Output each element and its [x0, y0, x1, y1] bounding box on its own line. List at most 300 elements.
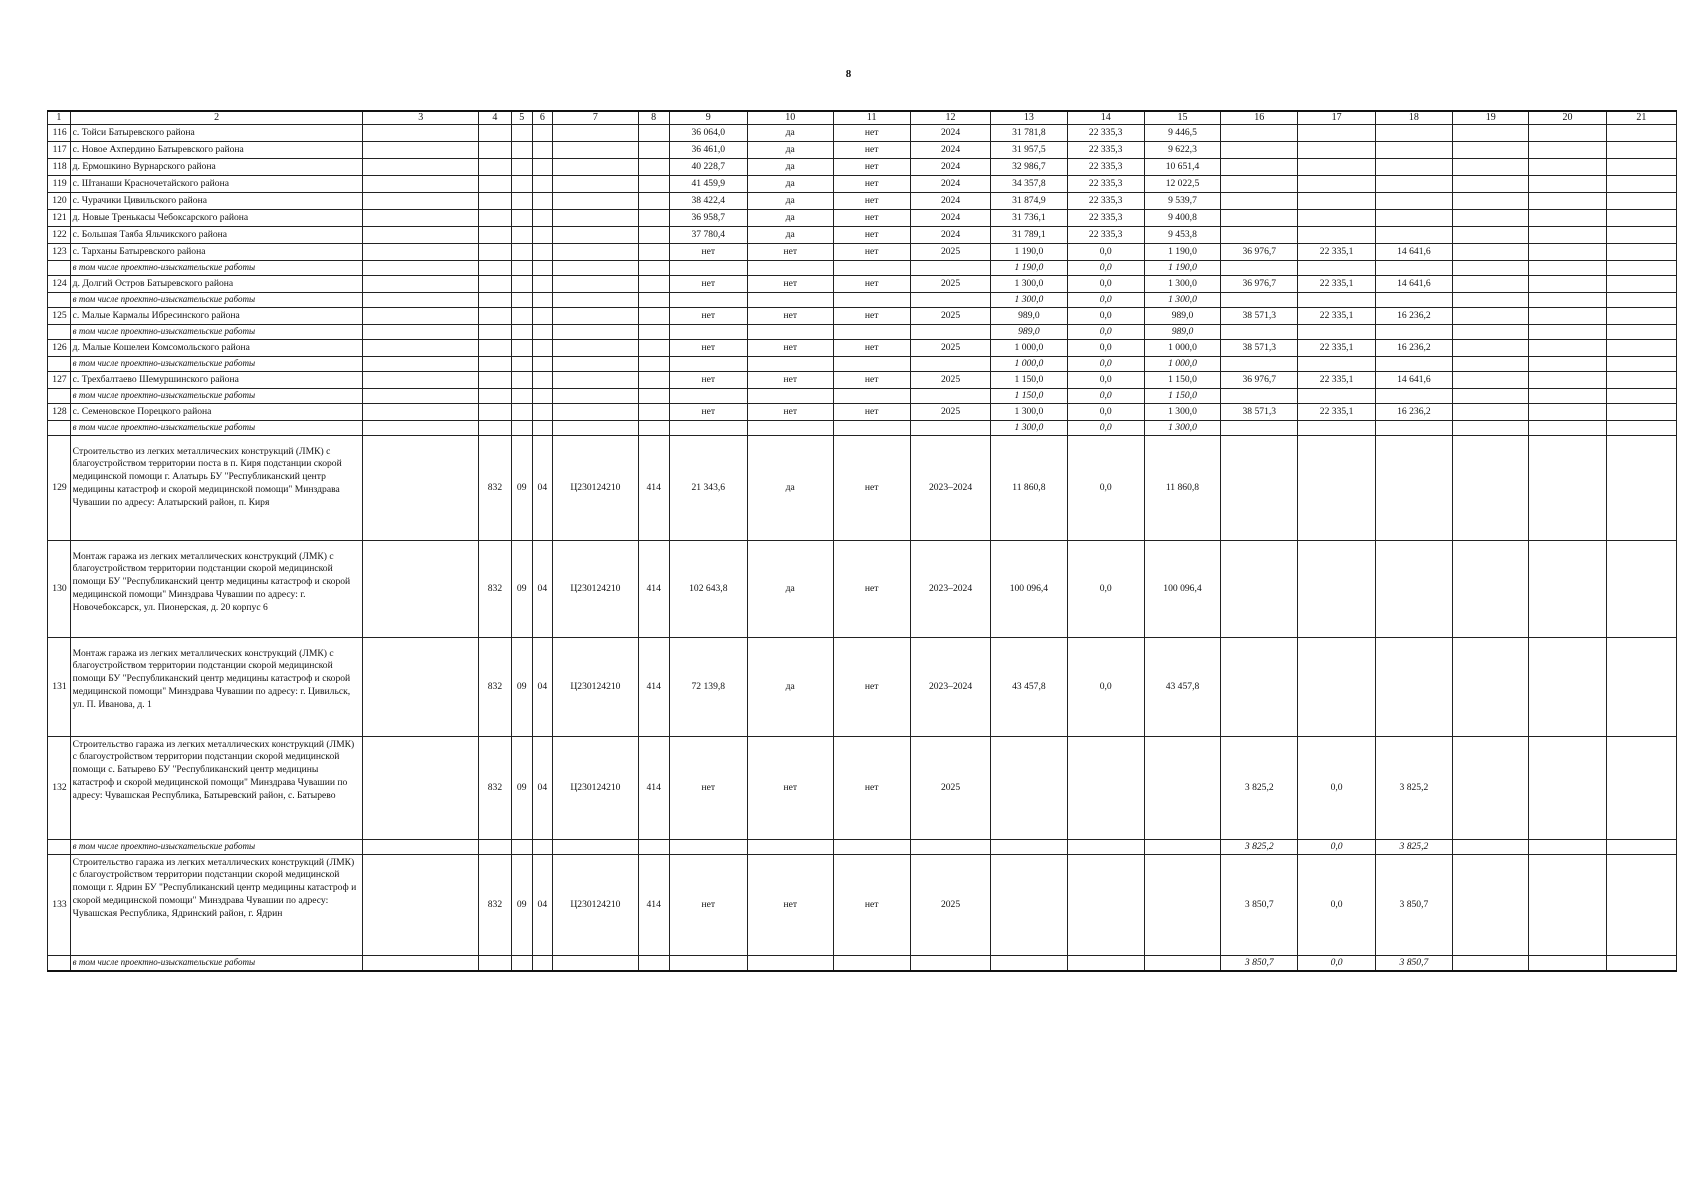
cell-c5	[511, 339, 532, 356]
sub-cell-empty	[1529, 324, 1606, 339]
cell-c8	[638, 209, 669, 226]
sub-cell-empty	[1067, 839, 1144, 854]
sub-cell-empty	[1453, 356, 1529, 371]
sub-cell-empty	[669, 260, 747, 275]
cell-c14	[1067, 854, 1144, 955]
cell-c14: 0,0	[1067, 403, 1144, 420]
cell-c9: нет	[669, 371, 747, 388]
cell-c16	[1221, 124, 1298, 141]
header-row	[48, 111, 1677, 124]
cell-c14: 0,0	[1067, 307, 1144, 324]
sub-cell-empty	[910, 324, 990, 339]
cell-c14: 0,0	[1067, 435, 1144, 540]
sub-cell-empty	[747, 292, 833, 307]
cell-c9: нет	[669, 275, 747, 292]
cell-c8: 414	[638, 637, 669, 736]
cell-c21	[1606, 175, 1676, 192]
cell-c11: нет	[833, 141, 910, 158]
header-cell: 18	[1375, 111, 1452, 124]
cell-c17	[1298, 124, 1375, 141]
sub-cell-empty	[638, 260, 669, 275]
cell-c15: 1 190,0	[1144, 243, 1220, 260]
sub-cell-empty	[478, 324, 511, 339]
cell-c18: 16 236,2	[1375, 339, 1452, 356]
sub-row	[48, 420, 1677, 435]
cell-c12: 2023–2024	[910, 435, 990, 540]
sub-cell-empty	[532, 420, 553, 435]
cell-c3	[363, 736, 478, 839]
cell-c17: 0,0	[1298, 854, 1375, 955]
cell-c11: нет	[833, 736, 910, 839]
cell-c4	[478, 339, 511, 356]
cell-c20	[1529, 175, 1606, 192]
table-row	[48, 226, 1677, 243]
sub-cell-c14: 0,0	[1067, 388, 1144, 403]
sub-cell-c16: 3 850,7	[1221, 955, 1298, 971]
sub-cell-empty	[532, 292, 553, 307]
sub-cell-empty	[363, 955, 478, 971]
sub-cell-c14: 0,0	[1067, 356, 1144, 371]
cell-c16	[1221, 637, 1298, 736]
cell-c12: 2023–2024	[910, 637, 990, 736]
cell-c13: 31 789,1	[991, 226, 1067, 243]
sub-cell-empty	[1067, 955, 1144, 971]
cell-c14: 22 335,3	[1067, 175, 1144, 192]
cell-n: 118	[48, 158, 71, 175]
cell-c4: 832	[478, 435, 511, 540]
table-row-large	[48, 637, 1677, 736]
sub-cell-empty	[833, 420, 910, 435]
cell-c9: 37 780,4	[669, 226, 747, 243]
cell-c3	[363, 175, 478, 192]
cell-c3	[363, 403, 478, 420]
sub-cell-empty	[48, 356, 71, 371]
sub-cell-empty	[478, 260, 511, 275]
cell-c21	[1606, 307, 1676, 324]
sub-cell-empty	[1221, 420, 1298, 435]
cell-c15: 9 453,8	[1144, 226, 1220, 243]
cell-c3	[363, 637, 478, 736]
cell-n: 133	[48, 854, 71, 955]
cell-c15: 1 300,0	[1144, 403, 1220, 420]
sub-cell-empty	[532, 324, 553, 339]
cell-c13	[991, 854, 1067, 955]
cell-c4	[478, 192, 511, 209]
cell-c14: 22 335,3	[1067, 158, 1144, 175]
cell-c5: 09	[511, 540, 532, 637]
cell-c15	[1144, 854, 1220, 955]
cell-c4: 832	[478, 854, 511, 955]
sub-cell-empty	[511, 260, 532, 275]
cell-c8: 414	[638, 435, 669, 540]
cell-c11: нет	[833, 209, 910, 226]
cell-c21	[1606, 637, 1676, 736]
sub-cell-empty	[1298, 388, 1375, 403]
cell-c11: нет	[833, 192, 910, 209]
cell-c11: нет	[833, 124, 910, 141]
header-cell: 5	[511, 111, 532, 124]
cell-c7: Ц230124210	[553, 540, 639, 637]
cell-c15: 9 622,3	[1144, 141, 1220, 158]
cell-c13: 1 190,0	[991, 243, 1067, 260]
cell-c3	[363, 339, 478, 356]
table-row	[48, 141, 1677, 158]
cell-c12: 2025	[910, 736, 990, 839]
sub-cell-empty	[553, 324, 639, 339]
cell-c15: 11 860,8	[1144, 435, 1220, 540]
sub-cell-empty	[669, 292, 747, 307]
sub-cell-empty	[833, 356, 910, 371]
cell-c9: 102 643,8	[669, 540, 747, 637]
cell-c8	[638, 226, 669, 243]
cell-c20	[1529, 435, 1606, 540]
sub-cell-c13: 1 190,0	[991, 260, 1067, 275]
cell-c6	[532, 339, 553, 356]
sub-label: в том числе проектно-изыскательские работы	[70, 388, 363, 403]
cell-c5: 09	[511, 435, 532, 540]
cell-c19	[1453, 435, 1529, 540]
sub-label: в том числе проектно-изыскательские работы	[70, 324, 363, 339]
sub-cell-c18: 3 850,7	[1375, 955, 1452, 971]
sub-cell-empty	[1606, 388, 1676, 403]
cell-c4	[478, 403, 511, 420]
cell-c11: нет	[833, 307, 910, 324]
sub-cell-empty	[532, 839, 553, 854]
sub-cell-c13: 1 150,0	[991, 388, 1067, 403]
cell-c9: 40 228,7	[669, 158, 747, 175]
cell-n: 127	[48, 371, 71, 388]
sub-cell-empty	[1298, 420, 1375, 435]
cell-c17	[1298, 141, 1375, 158]
cell-c18	[1375, 637, 1452, 736]
cell-name: с. Большая Таяба Яльчикского района	[70, 226, 363, 243]
sub-cell-empty	[363, 292, 478, 307]
header-cell: 15	[1144, 111, 1220, 124]
sub-cell-empty	[1529, 260, 1606, 275]
cell-c6	[532, 175, 553, 192]
cell-c9: 36 958,7	[669, 209, 747, 226]
sub-cell-empty	[833, 260, 910, 275]
cell-c19	[1453, 209, 1529, 226]
cell-c8	[638, 371, 669, 388]
cell-c6	[532, 158, 553, 175]
cell-c4	[478, 141, 511, 158]
sub-cell-empty	[1144, 839, 1220, 854]
sub-cell-empty	[1453, 839, 1529, 854]
header-cell: 13	[991, 111, 1067, 124]
cell-c8	[638, 243, 669, 260]
sub-cell-c17: 0,0	[1298, 839, 1375, 854]
cell-n: 119	[48, 175, 71, 192]
header-cell: 17	[1298, 111, 1375, 124]
cell-c18	[1375, 124, 1452, 141]
cell-name: Монтаж гаража из легких металлических конструкций (ЛМК) с благоустройством территории подстанции скорой медицинской помощи БУ "Республиканский центр медицины катастроф и скорой медицинской помощи" Минздрава Чувашии по адресу: г. Цивильск, ул. П. Иванова, д. 1	[70, 637, 363, 736]
sub-cell-empty	[478, 955, 511, 971]
cell-c20	[1529, 736, 1606, 839]
cell-c20	[1529, 141, 1606, 158]
sub-cell-empty	[48, 324, 71, 339]
sub-cell-empty	[1453, 955, 1529, 971]
cell-c19	[1453, 637, 1529, 736]
cell-c10: да	[747, 226, 833, 243]
cell-c5	[511, 158, 532, 175]
cell-c14: 22 335,3	[1067, 192, 1144, 209]
cell-c17	[1298, 637, 1375, 736]
cell-c11: нет	[833, 637, 910, 736]
table-row	[48, 209, 1677, 226]
cell-name: д. Ермошкино Вурнарского района	[70, 158, 363, 175]
sub-cell-empty	[910, 839, 990, 854]
cell-c3	[363, 540, 478, 637]
cell-c13	[991, 736, 1067, 839]
cell-c5	[511, 275, 532, 292]
cell-c19	[1453, 158, 1529, 175]
sub-label: в том числе проектно-изыскательские работы	[70, 955, 363, 971]
sub-cell-empty	[1453, 324, 1529, 339]
sub-cell-empty	[511, 292, 532, 307]
cell-c3	[363, 371, 478, 388]
cell-c16: 38 571,3	[1221, 403, 1298, 420]
sub-cell-empty	[48, 839, 71, 854]
header-cell: 20	[1529, 111, 1606, 124]
sub-cell-empty	[910, 420, 990, 435]
sub-cell-empty	[532, 356, 553, 371]
cell-c20	[1529, 854, 1606, 955]
cell-c13: 43 457,8	[991, 637, 1067, 736]
cell-c20	[1529, 243, 1606, 260]
sub-cell-empty	[1606, 324, 1676, 339]
cell-c14: 0,0	[1067, 275, 1144, 292]
sub-cell-empty	[532, 260, 553, 275]
sub-cell-empty	[638, 356, 669, 371]
sub-cell-empty	[638, 324, 669, 339]
cell-c7: Ц230124210	[553, 435, 639, 540]
cell-c18: 14 641,6	[1375, 243, 1452, 260]
sub-cell-empty	[553, 420, 639, 435]
cell-c4	[478, 226, 511, 243]
sub-cell-empty	[553, 839, 639, 854]
sub-cell-empty	[363, 324, 478, 339]
cell-c17	[1298, 540, 1375, 637]
cell-c8	[638, 275, 669, 292]
sub-row	[48, 388, 1677, 403]
sub-cell-empty	[1529, 388, 1606, 403]
sub-cell-empty	[511, 955, 532, 971]
cell-c21	[1606, 141, 1676, 158]
cell-c5: 09	[511, 854, 532, 955]
cell-c11: нет	[833, 339, 910, 356]
sub-cell-empty	[511, 839, 532, 854]
cell-name: с. Тойси Батыревского района	[70, 124, 363, 141]
cell-c17: 22 335,1	[1298, 339, 1375, 356]
cell-c14: 0,0	[1067, 339, 1144, 356]
cell-c18	[1375, 435, 1452, 540]
sub-cell-empty	[833, 292, 910, 307]
cell-c6	[532, 141, 553, 158]
cell-c6	[532, 307, 553, 324]
cell-c3	[363, 435, 478, 540]
cell-c16	[1221, 192, 1298, 209]
cell-c7	[553, 158, 639, 175]
table-row-large	[48, 736, 1677, 839]
cell-c10: нет	[747, 339, 833, 356]
sub-cell-empty	[1529, 356, 1606, 371]
sub-cell-empty	[363, 260, 478, 275]
sub-cell-empty	[747, 356, 833, 371]
cell-c20	[1529, 637, 1606, 736]
sub-cell-empty	[910, 955, 990, 971]
cell-c19	[1453, 275, 1529, 292]
sub-cell-empty	[638, 292, 669, 307]
sub-cell-empty	[478, 420, 511, 435]
cell-c7	[553, 192, 639, 209]
cell-c6	[532, 243, 553, 260]
cell-c3	[363, 275, 478, 292]
cell-c5	[511, 141, 532, 158]
cell-c15: 9 539,7	[1144, 192, 1220, 209]
sub-cell-c13: 1 000,0	[991, 356, 1067, 371]
sub-cell-c15: 1 190,0	[1144, 260, 1220, 275]
header-cell: 12	[910, 111, 990, 124]
header-cell: 10	[747, 111, 833, 124]
cell-c5	[511, 175, 532, 192]
cell-c20	[1529, 339, 1606, 356]
cell-name: с. Семеновское Порецкого района	[70, 403, 363, 420]
cell-c12: 2025	[910, 275, 990, 292]
sub-cell-empty	[48, 420, 71, 435]
table-row	[48, 275, 1677, 292]
sub-cell-empty	[747, 324, 833, 339]
sub-cell-empty	[1221, 388, 1298, 403]
cell-c10: нет	[747, 307, 833, 324]
cell-c16: 3 825,2	[1221, 736, 1298, 839]
cell-c19	[1453, 243, 1529, 260]
cell-c20	[1529, 124, 1606, 141]
cell-c12: 2024	[910, 209, 990, 226]
cell-c16: 36 976,7	[1221, 275, 1298, 292]
cell-name: с. Чурачики Цивильского района	[70, 192, 363, 209]
cell-n: 123	[48, 243, 71, 260]
cell-name: Монтаж гаража из легких металлических конструкций (ЛМК) с благоустройством территории подстанции скорой медицинской помощи БУ "Республиканский центр медицины катастроф и скорой медицинской помощи" Минздрава Чувашии по адресу: г. Новочебоксарск, ул. Пионерская, д. 20 корпус 6	[70, 540, 363, 637]
cell-c19	[1453, 226, 1529, 243]
sub-cell-empty	[363, 839, 478, 854]
sub-cell-empty	[1606, 260, 1676, 275]
sub-cell-empty	[553, 356, 639, 371]
cell-c14: 0,0	[1067, 371, 1144, 388]
cell-c21	[1606, 158, 1676, 175]
sub-cell-empty	[991, 839, 1067, 854]
cell-c20	[1529, 158, 1606, 175]
sub-cell-empty	[478, 839, 511, 854]
cell-c6	[532, 226, 553, 243]
cell-c10: нет	[747, 736, 833, 839]
sub-cell-empty	[511, 356, 532, 371]
sub-cell-c14: 0,0	[1067, 292, 1144, 307]
header-cell: 2	[70, 111, 363, 124]
cell-c13: 32 986,7	[991, 158, 1067, 175]
cell-c16	[1221, 435, 1298, 540]
sub-cell-empty	[833, 839, 910, 854]
header-cell: 1	[48, 111, 71, 124]
header-cell: 7	[553, 111, 639, 124]
cell-c13: 1 000,0	[991, 339, 1067, 356]
cell-c16	[1221, 175, 1298, 192]
sub-cell-empty	[532, 388, 553, 403]
cell-c13: 31 874,9	[991, 192, 1067, 209]
cell-c10: да	[747, 540, 833, 637]
sub-cell-c15: 1 150,0	[1144, 388, 1220, 403]
cell-c14	[1067, 736, 1144, 839]
cell-c12: 2024	[910, 124, 990, 141]
cell-c17: 22 335,1	[1298, 307, 1375, 324]
data-table	[47, 110, 1677, 972]
cell-c14: 22 335,3	[1067, 209, 1144, 226]
table-row	[48, 243, 1677, 260]
cell-c8: 414	[638, 736, 669, 839]
sub-label: в том числе проектно-изыскательские работы	[70, 260, 363, 275]
cell-c14: 22 335,3	[1067, 124, 1144, 141]
cell-c8	[638, 192, 669, 209]
header-cell: 21	[1606, 111, 1676, 124]
cell-c19	[1453, 192, 1529, 209]
sub-cell-empty	[1298, 324, 1375, 339]
sub-cell-empty	[511, 420, 532, 435]
cell-c7: Ц230124210	[553, 854, 639, 955]
sub-cell-empty	[1298, 260, 1375, 275]
cell-c8	[638, 158, 669, 175]
cell-c17: 22 335,1	[1298, 403, 1375, 420]
cell-c19	[1453, 175, 1529, 192]
cell-c6: 04	[532, 736, 553, 839]
cell-c10: да	[747, 209, 833, 226]
cell-c7	[553, 175, 639, 192]
cell-c9: 36 064,0	[669, 124, 747, 141]
cell-c4	[478, 371, 511, 388]
header-cell: 3	[363, 111, 478, 124]
cell-c4	[478, 175, 511, 192]
cell-c5	[511, 226, 532, 243]
cell-c7: Ц230124210	[553, 637, 639, 736]
table-row-large	[48, 854, 1677, 955]
sub-cell-c14: 0,0	[1067, 420, 1144, 435]
cell-c10: да	[747, 175, 833, 192]
cell-c17	[1298, 175, 1375, 192]
cell-c4	[478, 158, 511, 175]
sub-cell-empty	[1453, 420, 1529, 435]
cell-c17	[1298, 435, 1375, 540]
cell-c10: да	[747, 158, 833, 175]
cell-c6: 04	[532, 540, 553, 637]
cell-c12: 2024	[910, 226, 990, 243]
cell-n: 122	[48, 226, 71, 243]
cell-c8	[638, 124, 669, 141]
cell-name: с. Новое Ахпердино Батыревского района	[70, 141, 363, 158]
sub-cell-empty	[1221, 356, 1298, 371]
cell-c18: 16 236,2	[1375, 403, 1452, 420]
cell-c17	[1298, 209, 1375, 226]
cell-c10: да	[747, 124, 833, 141]
cell-c21	[1606, 435, 1676, 540]
cell-c8	[638, 307, 669, 324]
cell-c15: 43 457,8	[1144, 637, 1220, 736]
cell-c4	[478, 209, 511, 226]
cell-c18: 14 641,6	[1375, 371, 1452, 388]
sub-cell-empty	[553, 292, 639, 307]
sub-cell-empty	[638, 420, 669, 435]
cell-c13: 1 300,0	[991, 275, 1067, 292]
cell-c20	[1529, 403, 1606, 420]
header-cell: 8	[638, 111, 669, 124]
